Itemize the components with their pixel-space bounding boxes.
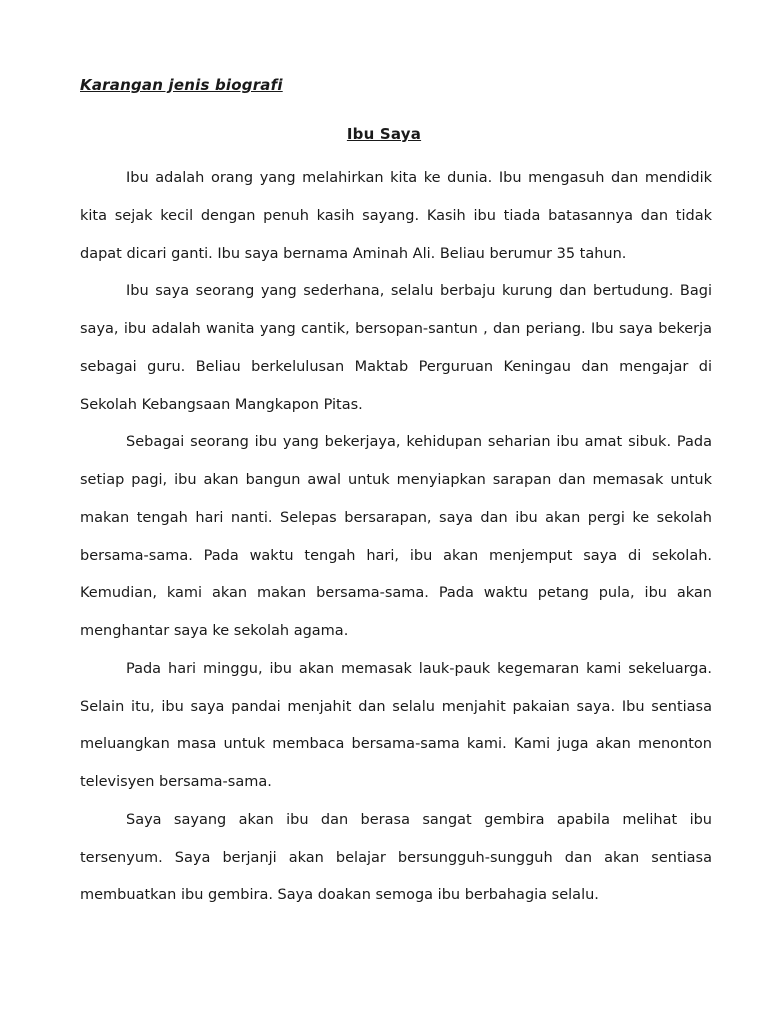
essay-body xyxy=(80,160,712,915)
paragraph-5: Saya sayang akan ibu dan berasa sangat gembira apabila melihat ibu tersenyum. Saya berjanji akan belajar bersungguh-sungguh dan akan sentiasa membuatkan ibu gembira. Saya doakan semoga ibu berbahagia selalu. xyxy=(80,811,712,904)
paragraph-4: Pada hari minggu, ibu akan memasak lauk-pauk kegemaran kami sekeluarga. Selain itu, ibu saya pandai menjahit dan selalu menjahit pakaian saya. Ibu sentiasa meluangkan masa untuk membaca bersama-sama kami. Kami juga akan menonton televisyen bersama-sama. xyxy=(80,660,712,790)
paragraph-1: Ibu adalah orang yang melahirkan kita ke dunia. Ibu mengasuh dan mendidik kita sejak kecil dengan penuh kasih sayang. Kasih ibu tiada batasannya dan tidak dapat dicari ganti. Ibu saya bernama Aminah Ali. Beliau berumur 35 tahun. xyxy=(80,170,712,262)
essay-title: Ibu Saya xyxy=(346,125,422,143)
paragraph-3: Sebagai seorang ibu yang bekerjaya, kehidupan seharian ibu amat sibuk. Pada setiap pagi, ibu akan bangun awal untuk menyiapkan sarapan dan memasak untuk makan tengah hari nanti. Selepas bersarapan, saya dan ibu akan pergi ke sekolah bersama-sama. Pada waktu tengah hari, ibu akan menjemput saya di sekolah. Kemudian, kami akan makan bersama-sama. Pada waktu petang pula, ibu akan menghantar saya ke sekolah agama. xyxy=(80,434,712,639)
paragraph-2: Ibu saya seorang yang sederhana, selalu berbaju kurung dan bertudung. Bagi saya, ibu adalah wanita yang cantik, bersopan-santun , dan periang. Ibu saya bekerja sebagai guru. Beliau berkelulusan Maktab Perguruan Keningau dan mengajar di Sekolah Kebangsaan Mangkapon Pitas. xyxy=(80,283,712,413)
essay-type-heading: Karangan jenis biografi xyxy=(80,76,283,94)
